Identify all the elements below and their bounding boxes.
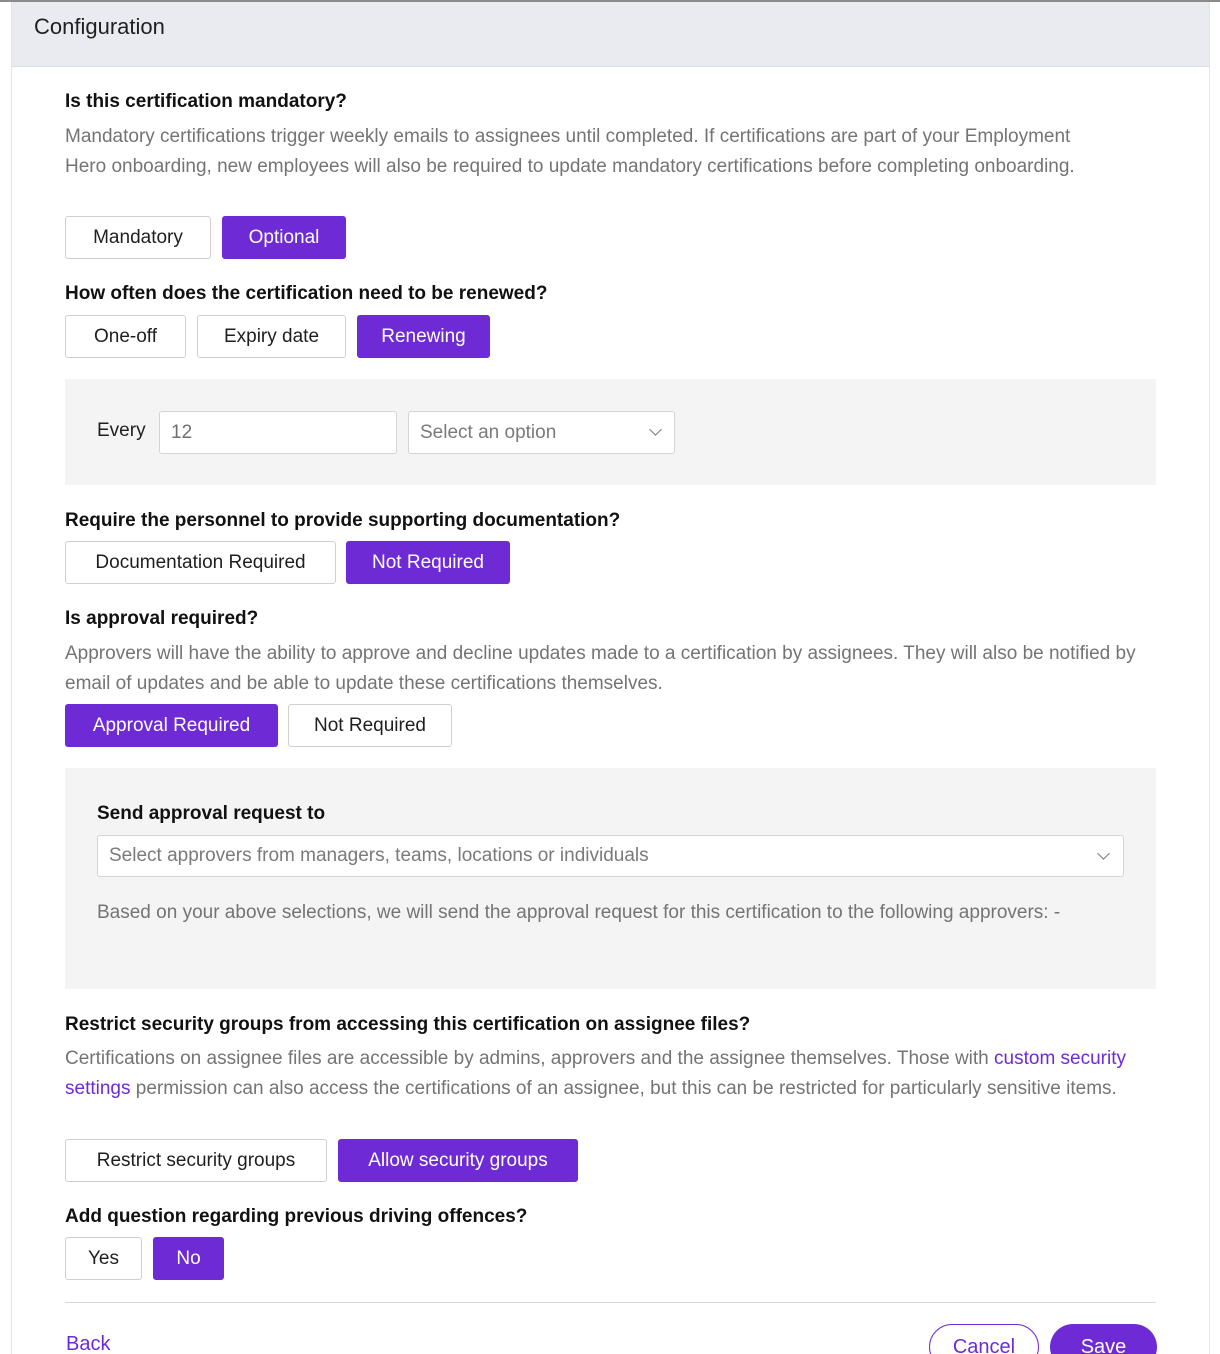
cancel-button[interactable]: Cancel (929, 1324, 1039, 1354)
renewal-settings-box (65, 379, 1156, 485)
no-button[interactable]: No (153, 1237, 224, 1280)
security-description (65, 1044, 1150, 1103)
approvers-placeholder: Select approvers from managers, teams, locations or individuals (109, 845, 649, 866)
panel-header (12, 2, 1209, 67)
save-button[interactable]: Save (1050, 1324, 1157, 1354)
configuration-panel (11, 2, 1210, 1354)
driving-question: Add question regarding previous driving offences? (65, 1206, 528, 1227)
approval-settings-box (65, 768, 1156, 989)
back-link[interactable]: Back (66, 1333, 111, 1354)
mandatory-button[interactable]: Mandatory (65, 216, 211, 259)
panel-title: Configuration (34, 14, 165, 39)
approvers-select[interactable] (97, 835, 1124, 877)
yes-button[interactable]: Yes (65, 1237, 142, 1280)
send-approval-label: Send approval request to (97, 803, 326, 824)
mandatory-description: Mandatory certifications trigger weekly emails to assignees until completed. If certifications are part of your Employment Hero onboarding, new employees will also be required to update mandatory certifications before completing onboarding. (65, 126, 1075, 177)
documentation-question: Require the personnel to provide supporting documentation? (65, 510, 621, 531)
approval-not-required-button[interactable]: Not Required (288, 704, 452, 747)
approval-question: Is approval required? (65, 608, 259, 629)
documentation-not-required-button[interactable]: Not Required (346, 541, 510, 584)
security-question: Restrict security groups from accessing this certification on assignee files? (65, 1014, 751, 1035)
renewal-question: How often does the certification need to be renewed? (65, 283, 548, 304)
expiry-date-button[interactable]: Expiry date (197, 315, 346, 358)
security-description-before: Certifications on assignee files are accessible by admins, approvers and the assignee themselves. Those with (65, 1048, 989, 1069)
chevron-down-icon (1097, 847, 1110, 860)
restrict-security-groups-button[interactable]: Restrict security groups (65, 1139, 327, 1182)
security-description-after: permission can also access the certifications of an assignee, but this can be restricted for particularly sensitive items. (135, 1077, 1117, 1099)
every-label: Every (97, 420, 146, 441)
approvers-info: Based on your above selections, we will send the approval request for this certification to the following approvers: - (97, 902, 1061, 923)
renewing-button[interactable]: Renewing (357, 315, 490, 358)
interval-unit-placeholder: Select an option (420, 421, 557, 443)
interval-unit-select[interactable] (408, 411, 675, 454)
every-interval-input[interactable]: 12 (159, 411, 397, 454)
optional-button[interactable]: Optional (222, 216, 346, 259)
allow-security-groups-button[interactable]: Allow security groups (338, 1139, 578, 1182)
footer-divider (65, 1302, 1156, 1303)
one-off-button[interactable]: One-off (65, 315, 186, 358)
documentation-required-button[interactable]: Documentation Required (65, 541, 336, 584)
custom-security-settings-link[interactable]: custom security settings (65, 1048, 1127, 1099)
approval-required-button[interactable]: Approval Required (65, 704, 278, 747)
approval-description: Approvers will have the ability to approve and decline updates made to a certification by assignees. They will also be notified by email of updates and be able to update these certifications themselves. (65, 643, 1136, 694)
chevron-down-icon (649, 423, 662, 436)
mandatory-question: Is this certification mandatory? (65, 91, 347, 112)
